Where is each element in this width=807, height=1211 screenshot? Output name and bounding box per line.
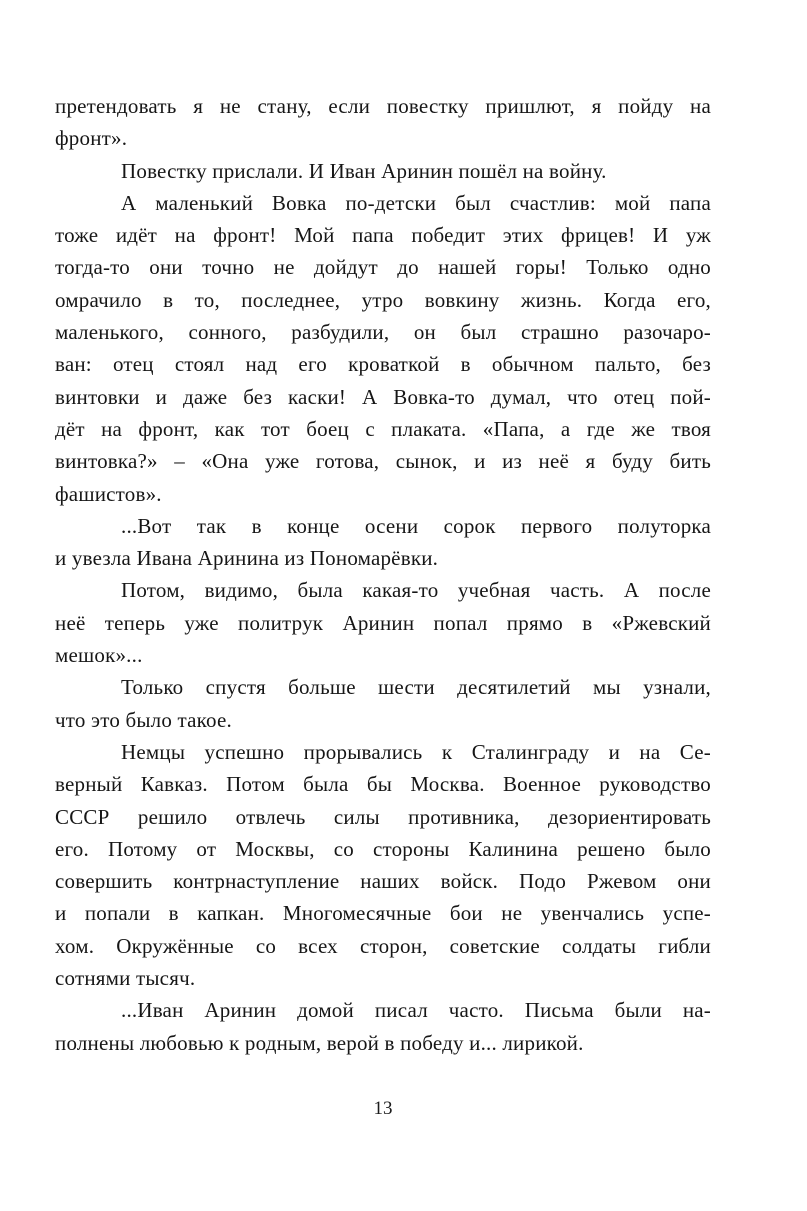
- text-line: тоже идёт на фронт! Мой папа победит этих фрицев! И уж: [55, 223, 711, 248]
- text-line: сотнями тысяч.: [55, 966, 196, 991]
- text-line: совершить контрнаступление наших войск. Подо Ржевом они: [55, 869, 711, 894]
- text-block: [55, 90, 711, 1059]
- text-line: винтовки и даже без каски! А Вовка-то думал, что отец пой-: [55, 384, 711, 409]
- text-line: и попали в капкан. Многомесячные бои не увенчались успе-: [55, 901, 711, 926]
- text-line: Только спустя больше шести десятилетий мы узнали,: [121, 675, 711, 700]
- text-line: омрачило в то, последнее, утро вовкину жизнь. Когда его,: [55, 287, 711, 312]
- text-line: его. Потому от Москвы, со стороны Калинина решено было: [55, 836, 711, 861]
- text-line: тогда-то они точно не дойдут до нашей горы! Только одно: [55, 255, 711, 280]
- text-line: мешок»...: [55, 643, 143, 668]
- text-line: ...Вот так в конце осени сорок первого полуторка: [121, 513, 711, 538]
- text-line: и увезла Ивана Аринина из Пономарёвки.: [55, 546, 439, 571]
- text-line: СССР решило отвлечь силы противника, дезориентировать: [55, 804, 711, 829]
- paragraph: [55, 510, 711, 575]
- paragraph: [55, 574, 711, 671]
- paragraph: [55, 736, 711, 994]
- text-line: А маленький Вовка по-детски был счастлив: мой папа: [121, 190, 711, 215]
- paragraph: [55, 187, 711, 510]
- text-line: фашистов».: [55, 481, 162, 506]
- text-line: ван: отец стоял над его кроваткой в обычном пальто, без: [55, 352, 711, 377]
- text-line: верный Кавказ. Потом была бы Москва. Военное руководство: [55, 772, 711, 797]
- paragraph: [55, 994, 711, 1059]
- text-line: Потом, видимо, была какая-то учебная часть. А после: [121, 578, 711, 603]
- text-line: претендовать я не стану, если повестку пришлют, я пойду на: [55, 94, 711, 118]
- text-line: фронт».: [55, 126, 128, 151]
- paragraph: [55, 155, 711, 187]
- text-line: Повестку прислали. И Иван Аринин пошёл на войну.: [121, 158, 607, 183]
- paragraph: [55, 90, 711, 155]
- text-line: что это было такое.: [55, 707, 232, 732]
- text-line: винтовка?» – «Она уже готова, сынок, и из неё я буду бить: [55, 449, 711, 474]
- page-number: 13: [373, 1098, 393, 1119]
- text-line: Немцы успешно прорывались к Сталинграду и на Се-: [121, 739, 711, 764]
- paragraph: [55, 671, 711, 736]
- text-line: дёт на фронт, как тот боец с плаката. «Папа, а где же твоя: [55, 416, 711, 441]
- text-line: полнены любовью к родным, верой в победу и... лирикой.: [55, 1030, 584, 1055]
- text-line: маленького, сонного, разбудили, он был страшно разочаро-: [55, 320, 711, 345]
- text-line: хом. Окружённые со всех сторон, советские солдаты гибли: [55, 933, 711, 958]
- text-line: ...Иван Аринин домой писал часто. Письма были на-: [121, 998, 711, 1023]
- text-line: неё теперь уже политрук Аринин попал прямо в «Ржевский: [55, 610, 711, 635]
